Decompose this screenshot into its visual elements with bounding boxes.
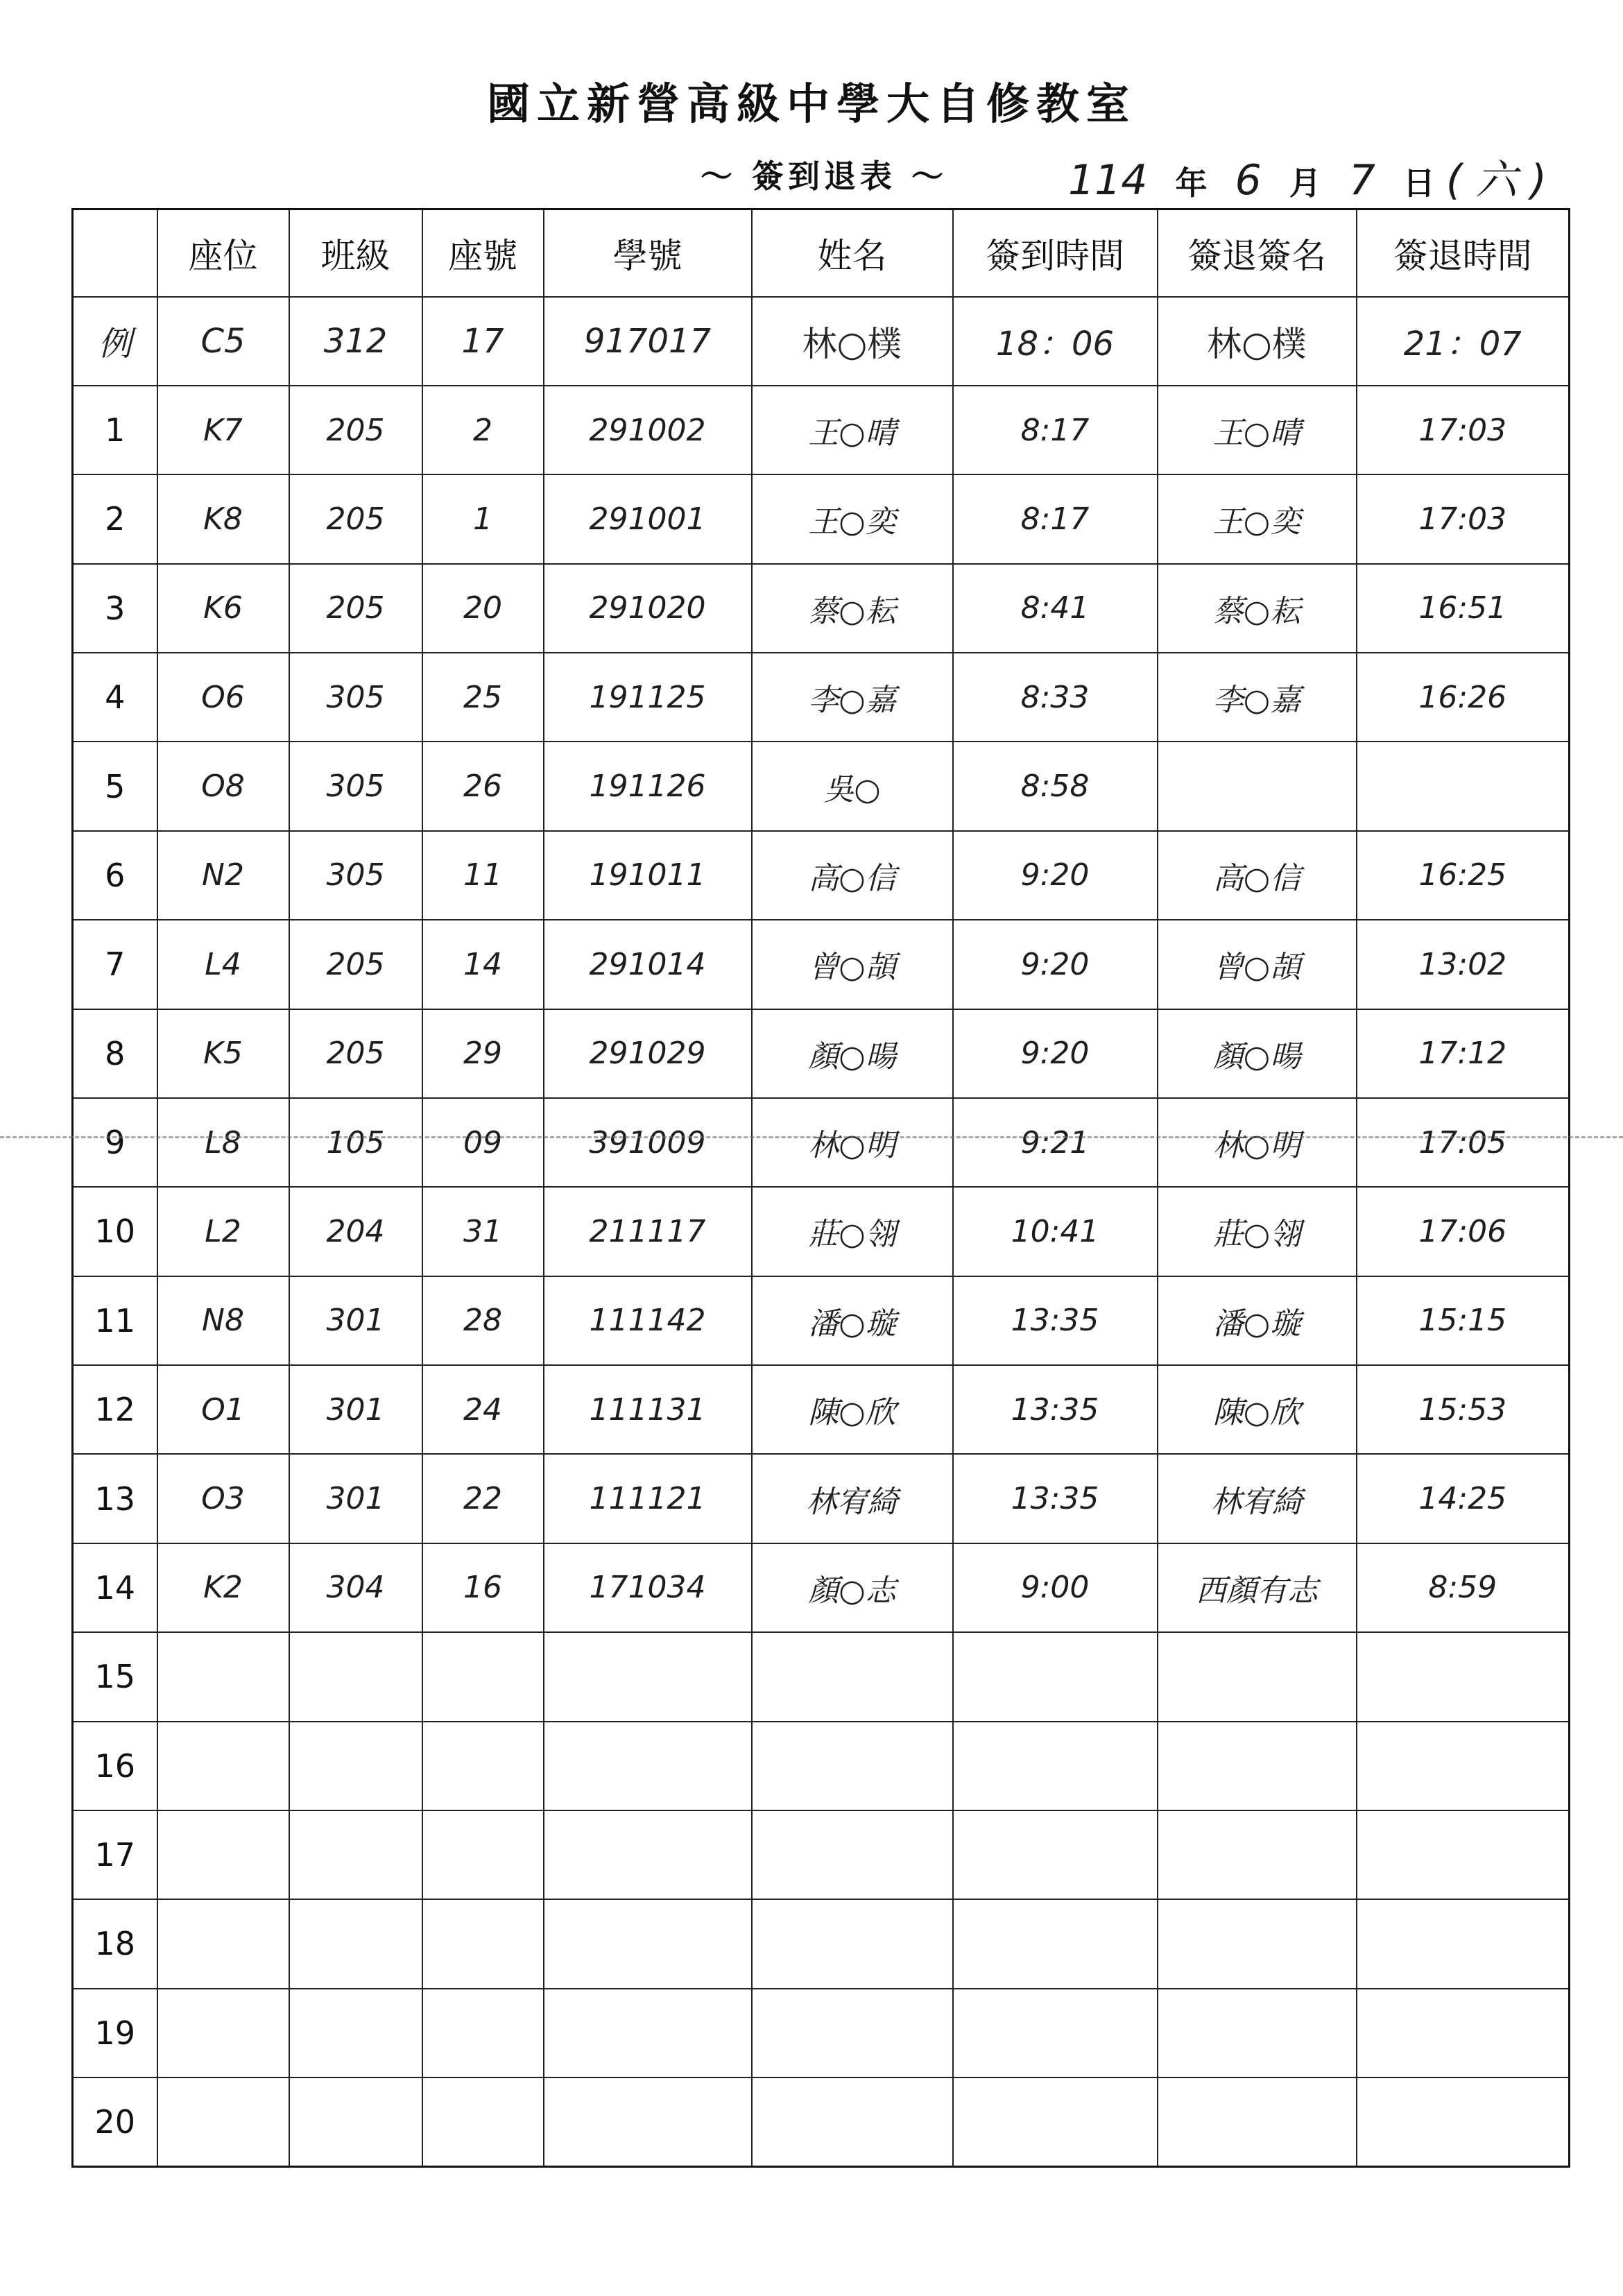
cell-student-id[interactable] [544, 1722, 752, 1810]
cell-seat[interactable]: K2 [157, 1543, 289, 1632]
row-index: 13 [73, 1454, 157, 1543]
cell-number[interactable] [422, 1810, 544, 1899]
cell-name[interactable]: 莊○翎 [752, 1187, 953, 1276]
cell-checkout-signature[interactable] [1158, 2077, 1357, 2167]
cell-number[interactable]: 28 [422, 1276, 544, 1365]
date-day: 7 [1348, 156, 1375, 205]
header-checkout-signature: 簽退簽名 [1158, 209, 1357, 297]
table-row [73, 1543, 1570, 1632]
table-row [73, 1454, 1570, 1543]
form-date [1068, 147, 1547, 207]
cell-number[interactable]: 25 [422, 653, 544, 742]
cell-number[interactable]: 09 [422, 1098, 544, 1187]
cell-name[interactable]: 林○明 [752, 1098, 953, 1187]
header-seat: 座位 [157, 209, 289, 297]
row-index: 14 [73, 1543, 157, 1632]
cell-name[interactable]: 潘○璇 [752, 1276, 953, 1365]
table-row [73, 386, 1570, 474]
cell-class[interactable]: 204 [289, 1187, 422, 1276]
cell-name[interactable]: 陳○欣 [752, 1365, 953, 1454]
cell-name[interactable] [752, 1899, 953, 1988]
cell-student-id[interactable] [544, 1810, 752, 1899]
cell-name[interactable]: 王○晴 [752, 386, 953, 474]
table-row [73, 1098, 1570, 1187]
cell-checkout-time[interactable]: 13:02 [1357, 920, 1570, 1009]
table-row [73, 742, 1570, 830]
cell-checkout-time[interactable] [1357, 1899, 1570, 1988]
cell-seat[interactable]: O8 [157, 742, 289, 830]
example-checkout: 21：07 [1357, 297, 1570, 386]
example-label: 例 [73, 297, 157, 386]
table-row [73, 474, 1570, 563]
cell-student-id[interactable]: 111142 [544, 1276, 752, 1365]
table-row [73, 831, 1570, 920]
cell-checkin-time[interactable]: 13:35 [953, 1276, 1158, 1365]
cell-checkout-time[interactable]: 16:26 [1357, 653, 1570, 742]
cell-number[interactable]: 24 [422, 1365, 544, 1454]
cell-checkin-time[interactable] [953, 1722, 1158, 1810]
cell-student-id[interactable]: 111131 [544, 1365, 752, 1454]
cell-checkout-signature[interactable] [1158, 1989, 1357, 2077]
cell-checkin-time[interactable]: 8:17 [953, 474, 1158, 563]
page-title: 國立新營高級中學大自修教室 [486, 78, 1136, 129]
example-row [73, 297, 1570, 386]
cell-class[interactable]: 305 [289, 831, 422, 920]
cell-checkout-time[interactable]: 17:03 [1357, 474, 1570, 563]
table-row [73, 1187, 1570, 1276]
cell-name[interactable] [752, 2077, 953, 2167]
cell-student-id[interactable]: 191126 [544, 742, 752, 830]
cell-checkout-signature[interactable]: 王○晴 [1158, 386, 1357, 474]
cell-class[interactable]: 205 [289, 564, 422, 653]
cell-seat[interactable] [157, 1722, 289, 1810]
cell-seat[interactable] [157, 1632, 289, 1721]
table-row [73, 1810, 1570, 1899]
cell-checkout-signature[interactable]: 曾○頡 [1158, 920, 1357, 1009]
cell-number[interactable] [422, 1899, 544, 1988]
cell-checkout-time[interactable]: 17:03 [1357, 386, 1570, 474]
cell-checkout-signature[interactable] [1158, 742, 1357, 830]
cell-class[interactable]: 301 [289, 1454, 422, 1543]
cell-checkout-signature[interactable]: 莊○翎 [1158, 1187, 1357, 1276]
row-index: 1 [73, 386, 157, 474]
scan-fold-line [0, 1136, 1623, 1138]
header-index [73, 209, 157, 297]
cell-checkin-time[interactable] [953, 2077, 1158, 2167]
cell-seat[interactable]: K7 [157, 386, 289, 474]
cell-student-id[interactable]: 291002 [544, 386, 752, 474]
cell-checkout-signature[interactable]: 林○明 [1158, 1098, 1357, 1187]
cell-name[interactable]: 林宥綺 [752, 1454, 953, 1543]
cell-class[interactable]: 304 [289, 1543, 422, 1632]
table-row [73, 1899, 1570, 1988]
cell-checkout-time[interactable]: 15:53 [1357, 1365, 1570, 1454]
cell-name[interactable]: 高○信 [752, 831, 953, 920]
cell-number[interactable]: 26 [422, 742, 544, 830]
date-weekday: ( 六 ) [1445, 156, 1547, 205]
cell-class[interactable] [289, 1899, 422, 1988]
cell-class[interactable] [289, 1632, 422, 1721]
cell-checkout-time[interactable]: 17:06 [1357, 1187, 1570, 1276]
cell-seat[interactable]: L4 [157, 920, 289, 1009]
row-index: 6 [73, 831, 157, 920]
header-name: 姓名 [752, 209, 953, 297]
signin-table [71, 208, 1570, 2168]
cell-number[interactable]: 11 [422, 831, 544, 920]
cell-checkin-time[interactable] [953, 1899, 1158, 1988]
cell-seat[interactable] [157, 2077, 289, 2167]
cell-seat[interactable]: O1 [157, 1365, 289, 1454]
cell-class[interactable]: 305 [289, 742, 422, 830]
table-row [73, 1632, 1570, 1721]
cell-checkout-signature[interactable]: 高○信 [1158, 831, 1357, 920]
example-checkin: 18：06 [953, 297, 1158, 386]
cell-class[interactable]: 305 [289, 653, 422, 742]
cell-name[interactable] [752, 1722, 953, 1810]
cell-student-id[interactable]: 191011 [544, 831, 752, 920]
header-checkout-time: 簽退時間 [1357, 209, 1570, 297]
cell-class[interactable]: 205 [289, 920, 422, 1009]
cell-name[interactable] [752, 1810, 953, 1899]
cell-seat[interactable]: O6 [157, 653, 289, 742]
cell-class[interactable] [289, 1722, 422, 1810]
row-index: 7 [73, 920, 157, 1009]
cell-number[interactable] [422, 2077, 544, 2167]
example-name: 林○樸 [752, 297, 953, 386]
row-index: 16 [73, 1722, 157, 1810]
table-row [73, 1276, 1570, 1365]
row-index: 17 [73, 1810, 157, 1899]
cell-name[interactable] [752, 1632, 953, 1721]
cell-number[interactable]: 22 [422, 1454, 544, 1543]
row-index: 3 [73, 564, 157, 653]
header-number: 座號 [422, 209, 544, 297]
cell-class[interactable]: 301 [289, 1276, 422, 1365]
cell-number[interactable]: 20 [422, 564, 544, 653]
form-subtitle: ～ 簽到退表 ～ [701, 157, 948, 195]
cell-checkout-time[interactable] [1357, 742, 1570, 830]
cell-checkin-time[interactable]: 9:20 [953, 831, 1158, 920]
cell-name[interactable]: 吳○ [752, 742, 953, 830]
cell-checkout-time[interactable]: 8:59 [1357, 1543, 1570, 1632]
cell-seat[interactable]: K5 [157, 1009, 289, 1098]
table-row [73, 1722, 1570, 1810]
date-month: 6 [1235, 156, 1262, 205]
cell-name[interactable]: 顏○暘 [752, 1009, 953, 1098]
cell-student-id[interactable]: 391009 [544, 1098, 752, 1187]
cell-checkout-time[interactable]: 16:51 [1357, 564, 1570, 653]
example-signature: 林○樸 [1158, 297, 1357, 386]
cell-seat[interactable]: N2 [157, 831, 289, 920]
example-number: 17 [422, 297, 544, 386]
cell-seat[interactable] [157, 1989, 289, 2077]
cell-checkout-signature[interactable] [1158, 1632, 1357, 1721]
cell-checkout-signature[interactable]: 西顏有志 [1158, 1543, 1357, 1632]
table-row [73, 1009, 1570, 1098]
cell-student-id[interactable]: 111121 [544, 1454, 752, 1543]
cell-seat[interactable]: O3 [157, 1454, 289, 1543]
row-index: 5 [73, 742, 157, 830]
cell-student-id[interactable]: 171034 [544, 1543, 752, 1632]
example-student-id: 917017 [544, 297, 752, 386]
cell-checkin-time[interactable]: 8:58 [953, 742, 1158, 830]
cell-checkin-time[interactable]: 8:33 [953, 653, 1158, 742]
cell-checkin-time[interactable]: 13:35 [953, 1365, 1158, 1454]
cell-checkin-time[interactable]: 9:00 [953, 1543, 1158, 1632]
cell-seat[interactable]: K6 [157, 564, 289, 653]
table-row [73, 564, 1570, 653]
cell-class[interactable]: 301 [289, 1365, 422, 1454]
table-row [73, 653, 1570, 742]
row-index: 9 [73, 1098, 157, 1187]
cell-class[interactable]: 105 [289, 1098, 422, 1187]
table-row [73, 1365, 1570, 1454]
cell-checkout-signature[interactable] [1158, 1810, 1357, 1899]
cell-checkin-time[interactable] [953, 1810, 1158, 1899]
cell-number[interactable] [422, 1632, 544, 1721]
cell-student-id[interactable] [544, 1632, 752, 1721]
cell-name[interactable]: 曾○頡 [752, 920, 953, 1009]
row-index: 20 [73, 2077, 157, 2167]
cell-checkout-signature[interactable]: 顏○暘 [1158, 1009, 1357, 1098]
table-header-row [73, 209, 1570, 297]
cell-checkin-time[interactable]: 10:41 [953, 1187, 1158, 1276]
row-index: 15 [73, 1632, 157, 1721]
date-year-label: 年 [1175, 164, 1208, 202]
header-checkin-time: 簽到時間 [953, 209, 1158, 297]
cell-checkout-signature[interactable] [1158, 1722, 1357, 1810]
cell-checkin-time[interactable]: 9:20 [953, 920, 1158, 1009]
cell-number[interactable] [422, 1989, 544, 2077]
row-index: 11 [73, 1276, 157, 1365]
date-year: 114 [1068, 156, 1148, 205]
cell-checkout-time[interactable]: 14:25 [1357, 1454, 1570, 1543]
cell-checkout-time[interactable] [1357, 1810, 1570, 1899]
row-index: 19 [73, 1989, 157, 2077]
cell-checkout-time[interactable]: 15:15 [1357, 1276, 1570, 1365]
row-index: 4 [73, 653, 157, 742]
cell-class[interactable]: 205 [289, 474, 422, 563]
cell-seat[interactable]: L8 [157, 1098, 289, 1187]
cell-name[interactable] [752, 1989, 953, 2077]
cell-checkin-time[interactable]: 9:21 [953, 1098, 1158, 1187]
table-row [73, 1989, 1570, 2077]
cell-checkout-signature[interactable]: 林宥綺 [1158, 1454, 1357, 1543]
cell-student-id[interactable]: 191125 [544, 653, 752, 742]
cell-number[interactable]: 31 [422, 1187, 544, 1276]
example-class: 312 [289, 297, 422, 386]
cell-number[interactable]: 29 [422, 1009, 544, 1098]
cell-checkout-time[interactable] [1357, 1989, 1570, 2077]
cell-number[interactable]: 16 [422, 1543, 544, 1632]
cell-class[interactable]: 205 [289, 386, 422, 474]
cell-class[interactable]: 205 [289, 1009, 422, 1098]
cell-checkout-time[interactable] [1357, 1722, 1570, 1810]
cell-student-id[interactable] [544, 1899, 752, 1988]
cell-seat[interactable] [157, 1899, 289, 1988]
cell-checkin-time[interactable]: 13:35 [953, 1454, 1158, 1543]
cell-checkin-time[interactable] [953, 1989, 1158, 2077]
cell-checkout-time[interactable] [1357, 2077, 1570, 2167]
cell-checkout-signature[interactable]: 李○嘉 [1158, 653, 1357, 742]
cell-name[interactable]: 蔡○耘 [752, 564, 953, 653]
cell-seat[interactable]: K8 [157, 474, 289, 563]
cell-student-id[interactable]: 291020 [544, 564, 752, 653]
cell-checkout-time[interactable]: 17:05 [1357, 1098, 1570, 1187]
example-seat: C5 [157, 297, 289, 386]
cell-class[interactable] [289, 1810, 422, 1899]
row-index: 10 [73, 1187, 157, 1276]
table-row [73, 920, 1570, 1009]
date-month-label: 月 [1289, 164, 1321, 202]
cell-checkout-signature[interactable]: 蔡○耘 [1158, 564, 1357, 653]
cell-name[interactable]: 李○嘉 [752, 653, 953, 742]
cell-student-id[interactable] [544, 1989, 752, 2077]
cell-checkin-time[interactable]: 8:41 [953, 564, 1158, 653]
date-day-label: 日 [1402, 164, 1435, 202]
cell-checkout-time[interactable]: 17:12 [1357, 1009, 1570, 1098]
cell-student-id[interactable]: 291029 [544, 1009, 752, 1098]
cell-student-id[interactable]: 291014 [544, 920, 752, 1009]
header-student-id: 學號 [544, 209, 752, 297]
cell-name[interactable]: 顏○志 [752, 1543, 953, 1632]
cell-seat[interactable]: L2 [157, 1187, 289, 1276]
cell-checkin-time[interactable]: 9:20 [953, 1009, 1158, 1098]
cell-seat[interactable] [157, 1810, 289, 1899]
cell-checkin-time[interactable]: 8:17 [953, 386, 1158, 474]
row-index: 8 [73, 1009, 157, 1098]
cell-student-id[interactable]: 291001 [544, 474, 752, 563]
cell-name[interactable]: 王○奕 [752, 474, 953, 563]
cell-student-id[interactable]: 211117 [544, 1187, 752, 1276]
cell-checkout-signature[interactable]: 潘○璇 [1158, 1276, 1357, 1365]
cell-checkout-signature[interactable]: 王○奕 [1158, 474, 1357, 563]
cell-checkout-signature[interactable]: 陳○欣 [1158, 1365, 1357, 1454]
cell-checkout-time[interactable] [1357, 1632, 1570, 1721]
row-index: 2 [73, 474, 157, 563]
cell-class[interactable] [289, 1989, 422, 2077]
cell-student-id[interactable] [544, 2077, 752, 2167]
cell-seat[interactable]: N8 [157, 1276, 289, 1365]
cell-number[interactable]: 2 [422, 386, 544, 474]
cell-checkout-time[interactable]: 16:25 [1357, 831, 1570, 920]
cell-checkout-signature[interactable] [1158, 1899, 1357, 1988]
cell-number[interactable] [422, 1722, 544, 1810]
row-index: 18 [73, 1899, 157, 1988]
header-class: 班級 [289, 209, 422, 297]
cell-number[interactable]: 1 [422, 474, 544, 563]
row-index: 12 [73, 1365, 157, 1454]
cell-number[interactable]: 14 [422, 920, 544, 1009]
cell-class[interactable] [289, 2077, 422, 2167]
table-row [73, 2077, 1570, 2167]
cell-checkin-time[interactable] [953, 1632, 1158, 1721]
